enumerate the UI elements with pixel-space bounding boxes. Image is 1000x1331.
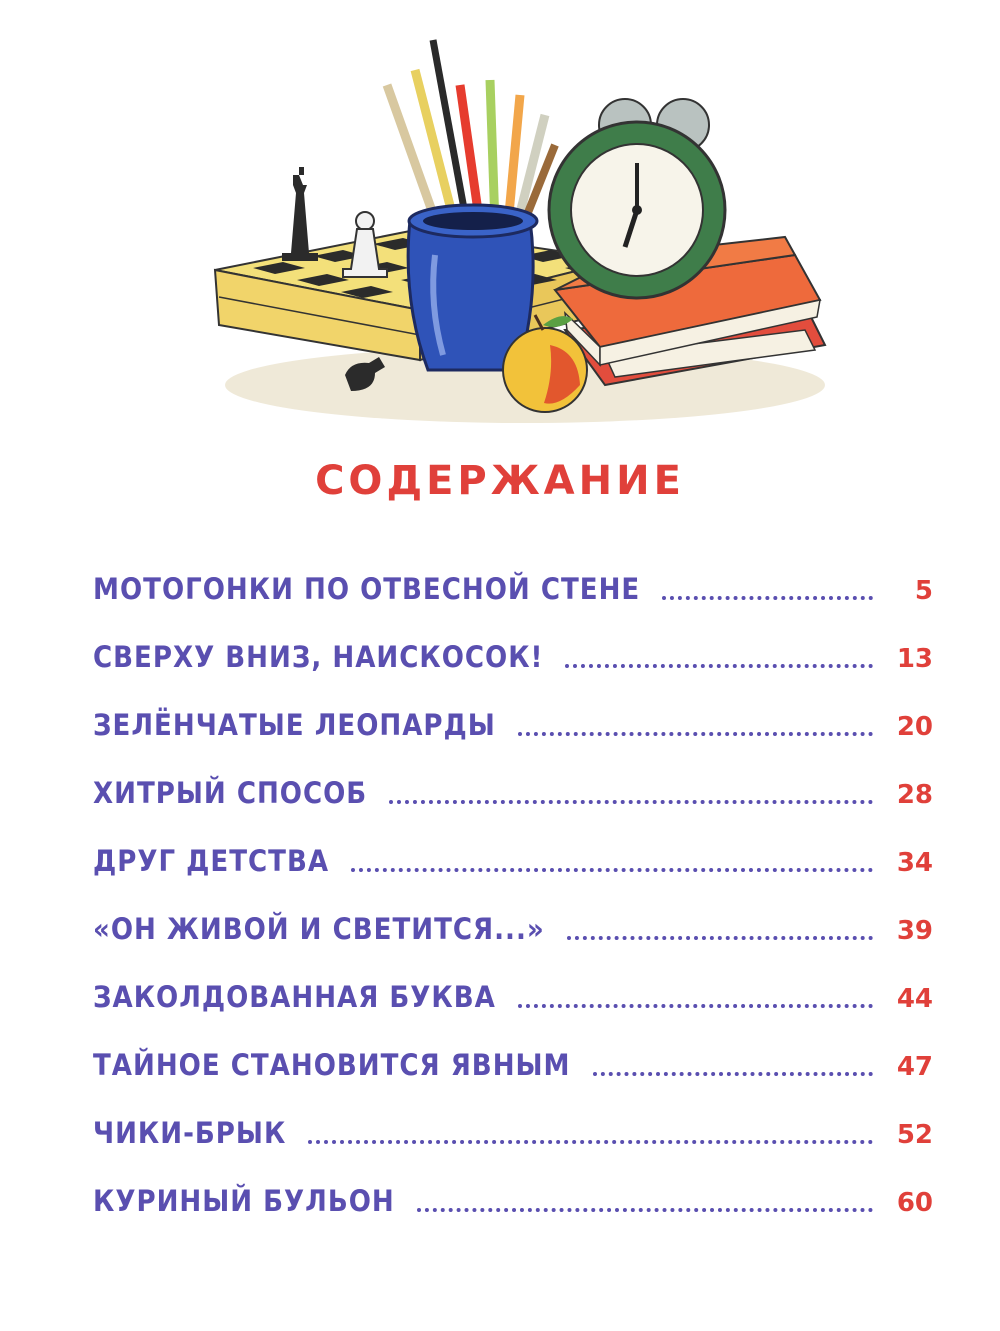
toc-entry-page: 34 xyxy=(896,848,933,878)
toc-entry-page: 39 xyxy=(896,916,933,946)
toc-entry[interactable] xyxy=(93,1028,933,1096)
dot-leader xyxy=(518,732,873,736)
toc-entry-title: СВЕРХУ ВНИЗ, НАИСКОСОК! xyxy=(93,640,544,674)
toc-entry-page: 13 xyxy=(896,644,933,674)
toc-entry-title: ТАЙНОЕ СТАНОВИТСЯ ЯВНЫМ xyxy=(93,1048,571,1082)
toc-entry-page: 5 xyxy=(914,576,933,606)
toc-entry-title: МОТОГОНКИ ПО ОТВЕСНОЙ СТЕНЕ xyxy=(93,572,641,606)
toc-entry[interactable] xyxy=(93,960,933,1028)
toc-entry-page: 52 xyxy=(896,1120,933,1150)
table-of-contents xyxy=(93,552,933,1232)
toc-entry-page: 20 xyxy=(896,712,933,742)
toc-entry[interactable] xyxy=(93,1096,933,1164)
toc-entry-page: 28 xyxy=(896,780,933,810)
dot-leader xyxy=(567,936,873,940)
toc-entry-page: 47 xyxy=(896,1052,933,1082)
dot-leader xyxy=(389,800,873,804)
toc-entry[interactable] xyxy=(93,824,933,892)
toc-entry-title: ХИТРЫЙ СПОСОБ xyxy=(93,776,368,810)
toc-entry-page: 60 xyxy=(896,1188,933,1218)
toc-entry-title: ЧИКИ-БРЫК xyxy=(93,1116,287,1150)
toc-entry[interactable] xyxy=(93,892,933,960)
dot-leader xyxy=(308,1140,873,1144)
toc-entry[interactable] xyxy=(93,552,933,620)
toc-entry[interactable] xyxy=(93,688,933,756)
dot-leader xyxy=(593,1072,873,1076)
toc-entry-title: ДРУГ ДЕТСТВА xyxy=(93,844,330,878)
toc-entry-title: ЗЕЛЁНЧАТЫЕ ЛЕОПАРДЫ xyxy=(93,708,496,742)
school-supplies-illustration xyxy=(205,25,845,425)
toc-entry-page: 44 xyxy=(896,984,933,1014)
toc-entry-title: ЗАКОЛДОВАННАЯ БУКВА xyxy=(93,980,496,1014)
toc-entry[interactable] xyxy=(93,620,933,688)
dot-leader xyxy=(417,1208,873,1212)
toc-entry[interactable] xyxy=(93,756,933,824)
toc-entry-title: «ОН ЖИВОЙ И СВЕТИТСЯ...» xyxy=(93,912,545,946)
dot-leader xyxy=(351,868,873,872)
toc-entry-title: КУРИНЫЙ БУЛЬОН xyxy=(93,1184,395,1218)
dot-leader xyxy=(518,1004,873,1008)
toc-entry[interactable] xyxy=(93,1164,933,1232)
page-title: СОДЕРЖАНИЕ xyxy=(315,458,685,504)
dot-leader xyxy=(662,596,873,600)
dot-leader xyxy=(565,664,873,668)
alarm-clock-icon xyxy=(549,99,725,298)
